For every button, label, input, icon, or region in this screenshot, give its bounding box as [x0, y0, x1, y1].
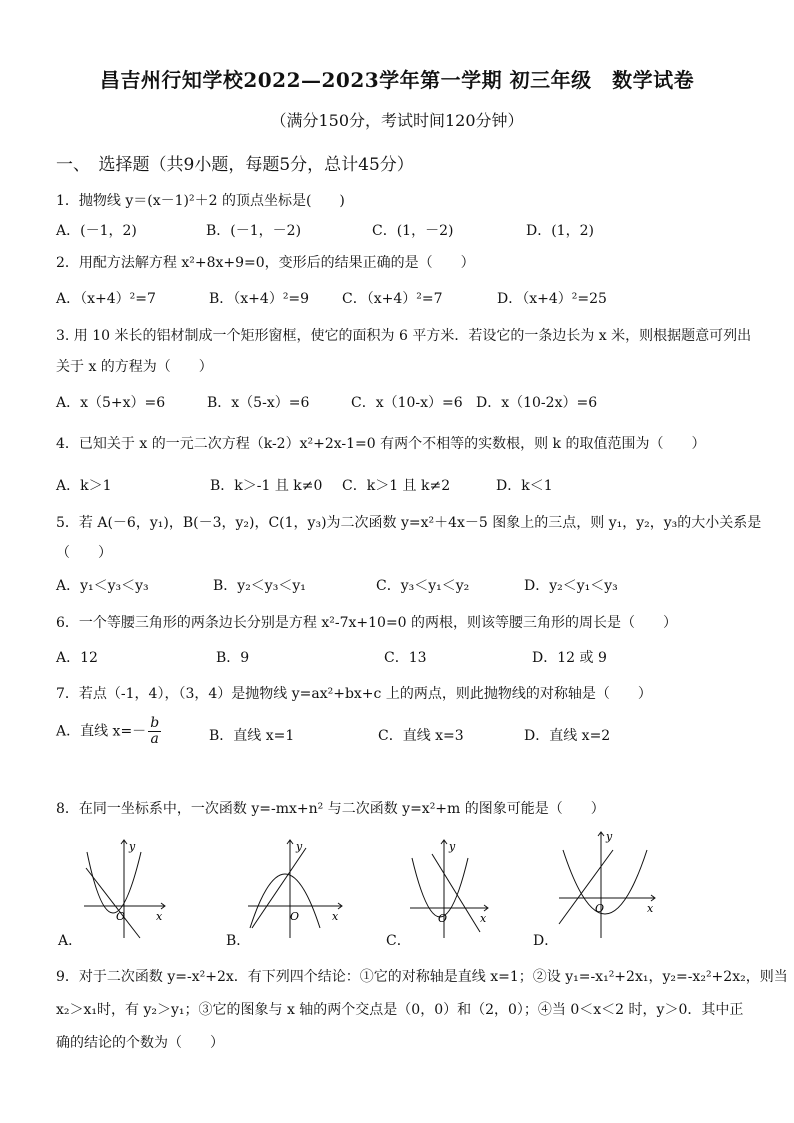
question-6-options — [56, 647, 756, 667]
q6-option-b: B．9 — [216, 650, 250, 666]
question-3-stem-line2: 关于 x 的方程为（ ） — [56, 359, 213, 375]
graph-label-a: A． — [58, 933, 83, 949]
y-label: y — [606, 830, 613, 843]
q4-option-a: A．k＞1 — [56, 478, 112, 494]
q4-option-d: D．k＜1 — [496, 478, 553, 494]
q4-option-c: C．k＞1 且 k≠2 — [342, 478, 451, 494]
fraction-b-over-a — [148, 716, 161, 747]
q7-option-a-prefix: A．直线 x=－ — [56, 723, 147, 740]
exam-info: （满分150分，考试时间120分钟） — [270, 111, 524, 130]
fraction-numerator: b — [150, 715, 160, 731]
graph-d — [555, 828, 665, 943]
question-5-options — [56, 575, 756, 595]
q5-option-c: C．y₃＜y₁＜y₂ — [376, 578, 470, 594]
graph-a — [62, 828, 172, 943]
question-7-options — [56, 716, 756, 750]
q1-option-b: B．(－1，－2) — [206, 223, 302, 239]
x-label: x — [647, 902, 654, 915]
q3-option-a: A．x（5+x）=6 — [56, 395, 166, 411]
origin-label: O — [290, 910, 300, 923]
q6-option-a: A．12 — [56, 650, 98, 666]
q6-option-d: D．12 或 9 — [532, 650, 607, 666]
q3-option-d: D．x（10-2x）=6 — [476, 395, 598, 411]
origin-label: O — [438, 912, 448, 925]
question-2-options — [56, 288, 756, 308]
q1-option-a: A．(－1，2) — [56, 223, 137, 239]
parabola — [563, 850, 647, 914]
y-label: y — [296, 840, 303, 853]
parabola — [250, 874, 320, 928]
x-label: x — [156, 910, 163, 923]
q7-option-a — [56, 716, 161, 747]
question-2-stem: 2．用配方法解方程 x²+8x+9=0，变形后的结果正确的是（ ） — [56, 255, 475, 271]
question-5-stem-line2: （ ） — [56, 545, 112, 561]
q5-option-d: D．y₂＜y₁＜y₃ — [524, 578, 618, 594]
question-3-stem-line1: 3. 用 10 米长的铝材制成一个矩形窗框，使它的面积为 6 平方米．若设它的一条边长为 x 米，则根据题意可列出 — [56, 328, 752, 344]
q2-option-d: D．（x+4）²=25 — [497, 291, 607, 307]
question-4-options — [56, 475, 756, 495]
origin-label: O — [116, 910, 126, 923]
question-9-line1: 9．对于二次函数 y=-x²+2x．有下列四个结论：①它的对称轴是直线 x=1；②设 y₁=-x₁²+2x₁，y₂=-x₂²+2x₂，则当 — [56, 969, 788, 985]
question-9-line3: 确的结论的个数为（ ） — [56, 1035, 224, 1051]
q5-option-b: B．y₂＜y₃＜y₁ — [213, 578, 306, 594]
question-5-stem-line1: 5．若 A(－6，y₁)，B(－3，y₂)，C(1，y₃)为二次函数 y=x²＋4x－5 图象上的三点，则 y₁，y₂，y₃的大小关系是 — [56, 515, 762, 531]
question-8-stem: 8．在同一坐标系中，一次函数 y=-mx+n² 与二次函数 y=x²+m 的图象可能是（ ） — [56, 801, 605, 817]
question-7-stem: 7．若点（-1，4），（3，4）是抛物线 y=ax²+bx+c 上的两点，则此抛物线的对称轴是（ ） — [56, 686, 652, 702]
graph-label-c: C． — [386, 933, 411, 949]
question-6-stem: 6．一个等腰三角形的两条边长分别是方程 x²-7x+10=0 的两根，则该等腰三角形的周长是（ ） — [56, 615, 678, 631]
section-heading: 一、 选择题（共9小题，每题5分，总计45分） — [56, 155, 414, 175]
x-label: x — [480, 912, 487, 925]
question-1-options — [56, 220, 756, 240]
origin-label: O — [595, 902, 605, 915]
graph-label-b: B． — [226, 933, 251, 949]
q1-option-c: C．(1，－2) — [372, 223, 454, 239]
question-9-line2: x₂＞x₁时，有 y₂＞y₁；③它的图象与 x 轴的两个交点是（0，0）和（2，0）；④当 0＜x＜2 时，y＞0．其中正 — [56, 1002, 744, 1018]
q1-option-d: D．(1，2) — [526, 223, 594, 239]
q2-option-a: A．（x+4）²=7 — [56, 291, 156, 307]
question-1-stem: 1．抛物线 y＝(x－1)²＋2 的顶点坐标是( ) — [56, 193, 345, 209]
q4-option-b: B．k＞-1 且 k≠0 — [210, 478, 323, 494]
q6-option-c: C．13 — [384, 650, 427, 666]
fraction-denominator: a — [150, 731, 159, 747]
q3-option-b: B．x（5-x）=6 — [207, 395, 310, 411]
graph-label-d: D． — [533, 933, 559, 949]
q7-option-d: D．直线 x=2 — [524, 728, 611, 744]
page-title: 昌吉州行知学校2022—2023学年第一学期 初三年级 数学试卷 — [99, 68, 695, 92]
q3-option-c: C．x（10-x）=6 — [351, 395, 463, 411]
graph-b — [240, 828, 350, 943]
y-label: y — [449, 840, 456, 853]
q5-option-a: A．y₁＜y₃＜y₃ — [56, 578, 149, 594]
q2-option-c: C．（x+4）²=7 — [342, 291, 443, 307]
line — [86, 868, 140, 938]
q2-option-b: B．（x+4）²=9 — [209, 291, 310, 307]
y-label: y — [129, 840, 136, 853]
q7-option-c: C．直线 x=3 — [378, 728, 464, 744]
q7-option-b: B．直线 x=1 — [209, 728, 295, 744]
question-3-options — [56, 392, 756, 412]
x-label: x — [332, 910, 339, 923]
graph-c — [404, 828, 514, 943]
question-4-stem: 4．已知关于 x 的一元二次方程（k-2）x²+2x-1=0 有两个不相等的实数根，则 k 的取值范围为（ ） — [56, 436, 706, 452]
